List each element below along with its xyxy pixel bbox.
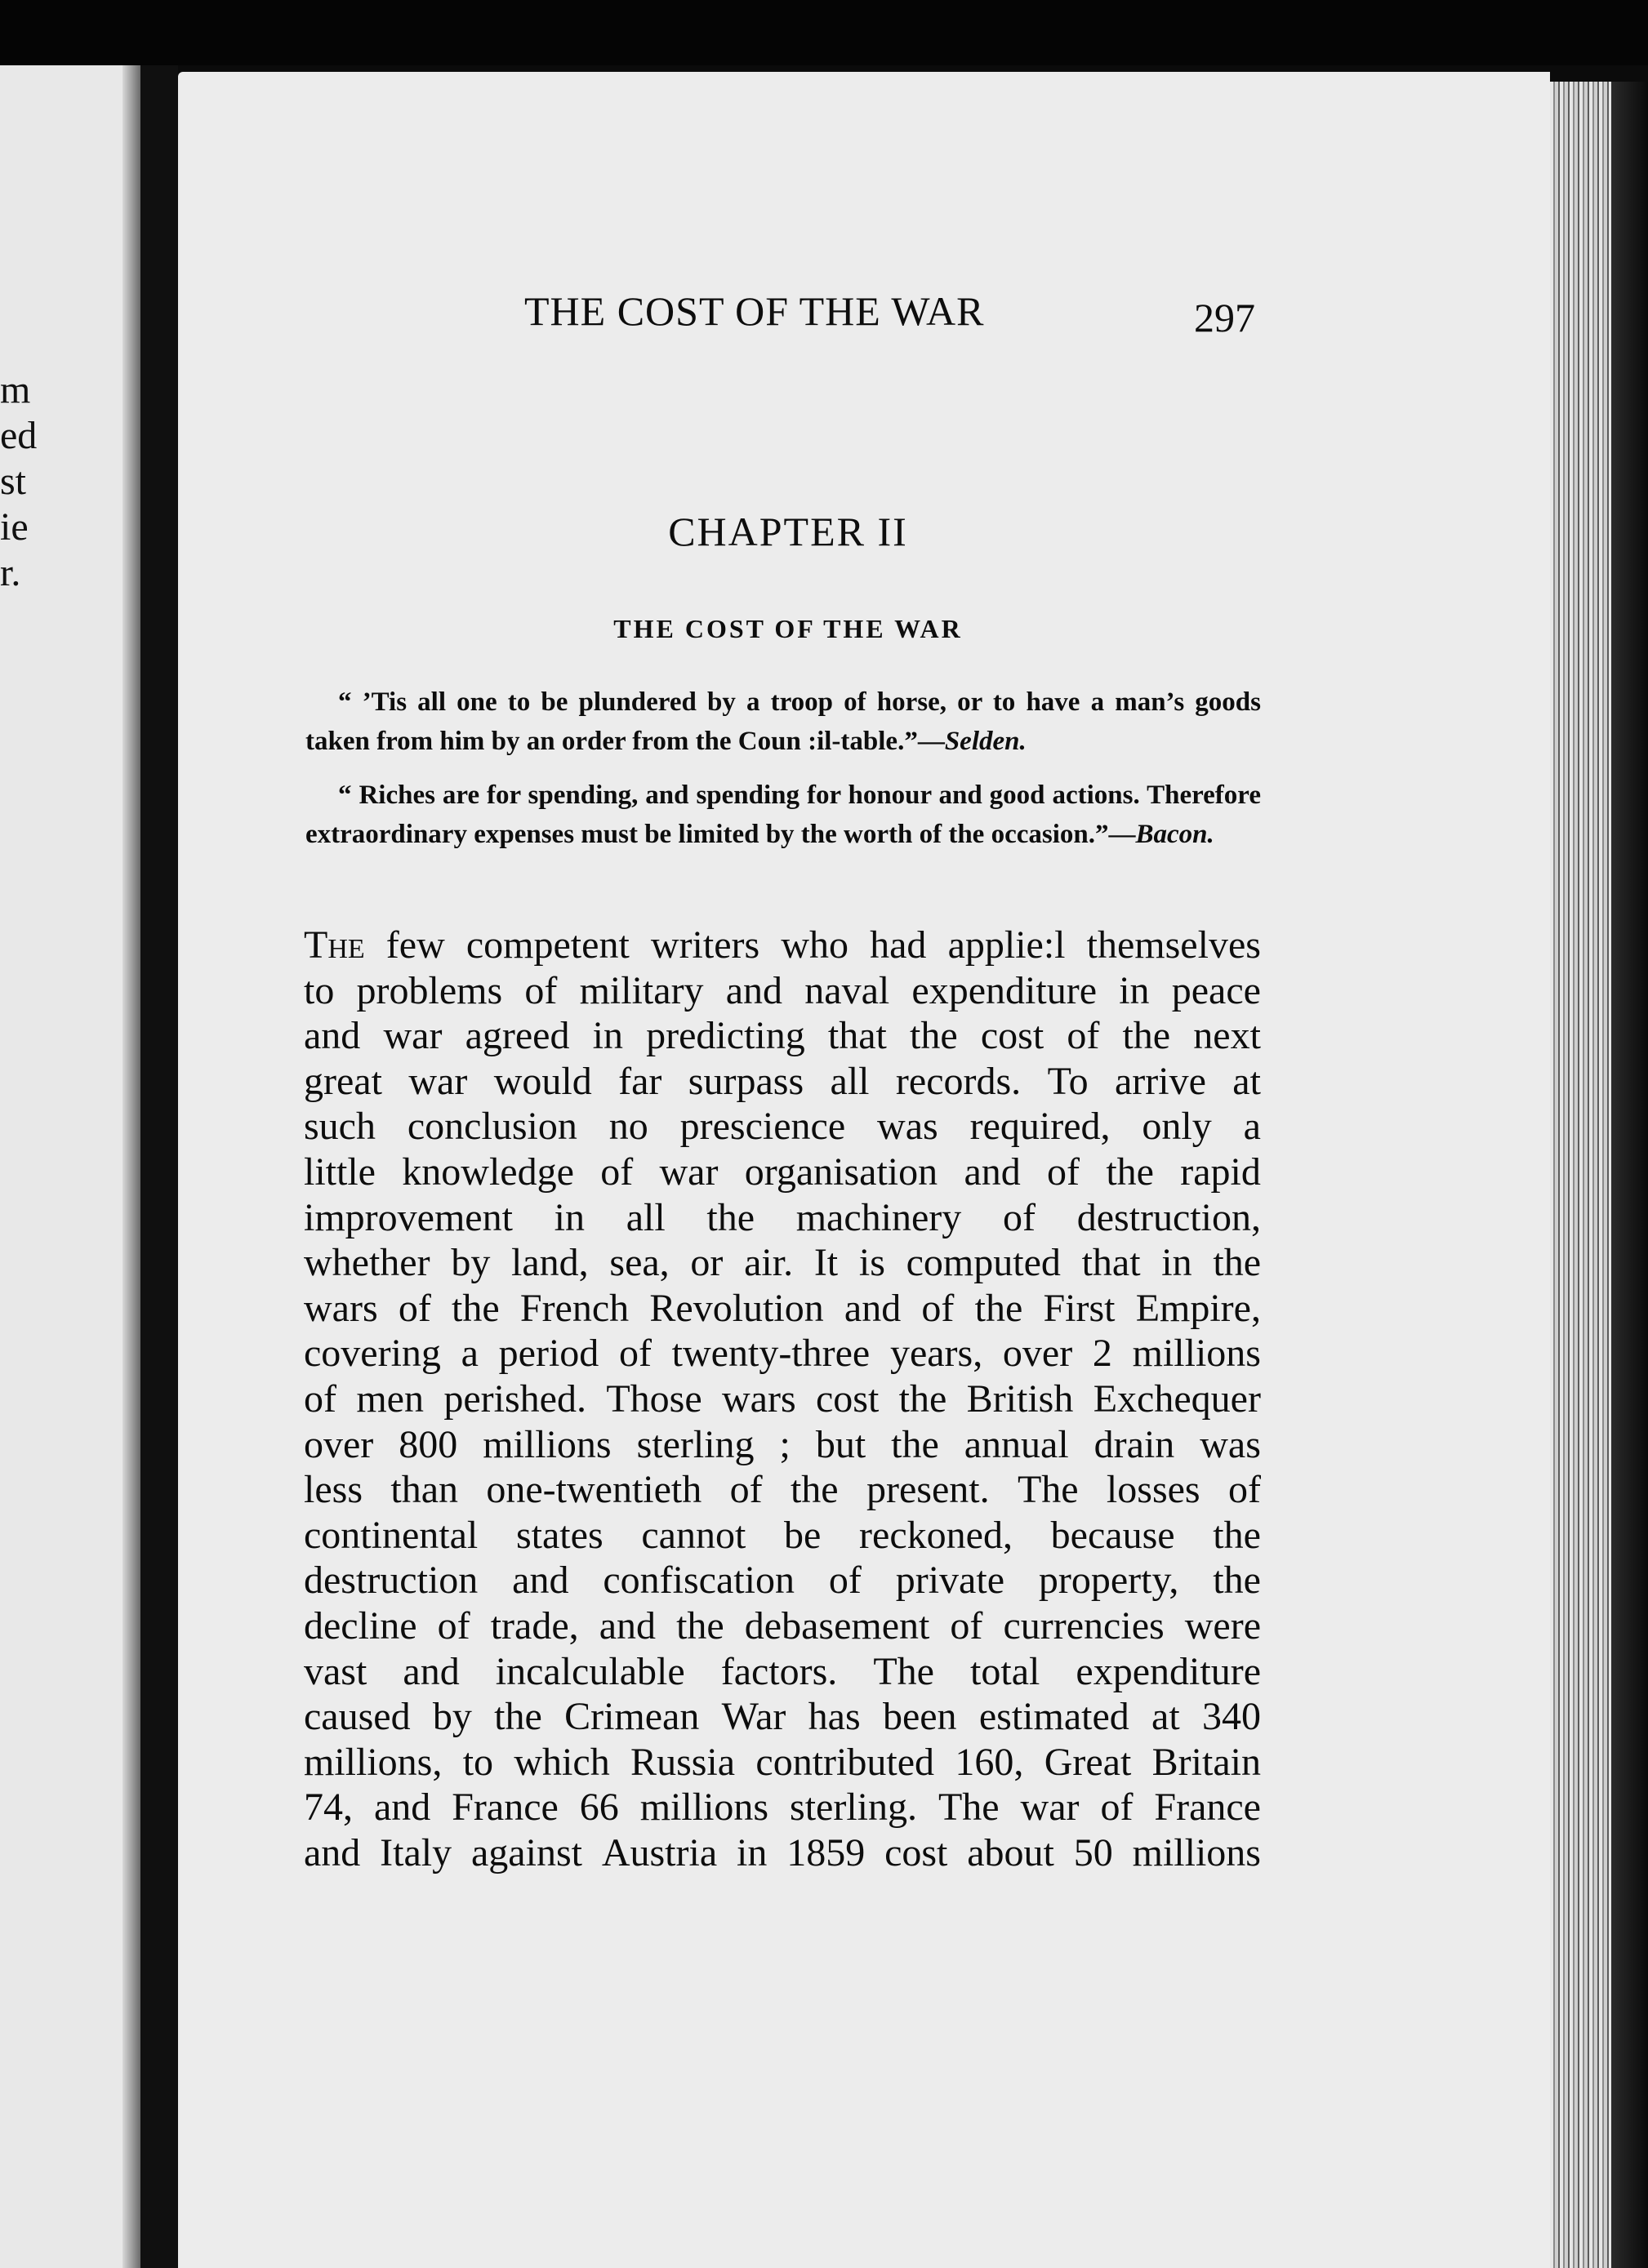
body-word: Great	[1044, 1740, 1132, 1784]
body-word: of	[729, 1468, 763, 1512]
body-word: land,	[511, 1241, 589, 1285]
body-word: war	[659, 1150, 719, 1194]
body-word: 74,	[304, 1785, 353, 1830]
body-word: required,	[969, 1105, 1111, 1149]
body-word: to	[304, 968, 335, 1012]
body-word: twenty-three	[671, 1332, 871, 1376]
body-word: the	[1213, 1513, 1261, 1557]
facing-page-line: m	[0, 368, 31, 411]
body-word: in	[1119, 968, 1150, 1012]
body-word: little	[304, 1150, 376, 1194]
body-word: a	[1243, 1105, 1261, 1149]
body-word: 50	[1073, 1830, 1113, 1874]
body-word: in	[592, 1014, 623, 1058]
body-word: of	[1227, 1468, 1261, 1512]
body-word: the	[1213, 1559, 1261, 1603]
body-word: To	[1047, 1059, 1089, 1103]
body-word: decline	[304, 1603, 417, 1648]
body-word: no	[608, 1105, 648, 1149]
body-word: few	[385, 923, 445, 967]
body-word: improvement	[304, 1195, 513, 1239]
body-word: machinery	[795, 1195, 962, 1239]
body-word: organisation	[744, 1150, 938, 1194]
body-word: rapid	[1180, 1150, 1261, 1194]
epigraph-author: Selden.	[944, 727, 1027, 756]
chapter-heading: CHAPTER II	[668, 509, 908, 554]
body-word: 340	[1201, 1695, 1261, 1739]
body-word: The	[1017, 1468, 1079, 1512]
body-word: cost	[815, 1376, 880, 1421]
body-word: was	[1200, 1422, 1261, 1466]
body-word: sterling.	[790, 1785, 918, 1830]
body-word: by	[451, 1241, 491, 1285]
body-word	[304, 923, 365, 968]
body-word: one-twentieth	[486, 1468, 702, 1512]
body-word: reckoned,	[859, 1513, 1013, 1557]
body-word: prescience	[679, 1105, 846, 1149]
facing-page-line: ed	[0, 414, 38, 457]
body-word: vast	[304, 1649, 367, 1693]
body-word: agreed	[465, 1014, 570, 1058]
body-line	[304, 1422, 1261, 1468]
body-word: the	[1213, 1241, 1261, 1285]
book-cover-edge	[1611, 82, 1648, 2268]
page-gap	[140, 65, 178, 2268]
body-word: Austria	[601, 1830, 718, 1874]
body-word: about	[967, 1830, 1054, 1874]
scan-border-top	[0, 0, 1648, 65]
body-word: expenditure	[911, 968, 1097, 1012]
body-word: France	[1154, 1785, 1261, 1830]
drop-word: The	[304, 923, 365, 967]
body-word: 160,	[955, 1740, 1024, 1784]
body-word: war	[408, 1059, 468, 1103]
body-word: British	[966, 1376, 1074, 1421]
body-word: next	[1193, 1014, 1261, 1058]
body-word: millions,	[304, 1740, 443, 1784]
body-word: sea,	[609, 1241, 670, 1285]
body-word: were	[1184, 1603, 1261, 1648]
facing-page-line: st	[0, 460, 27, 503]
body-word: and	[964, 1150, 1021, 1194]
body-word: been	[882, 1695, 957, 1739]
body-word: was	[877, 1105, 938, 1149]
body-word: against	[471, 1830, 582, 1874]
body-word: computed	[906, 1241, 1061, 1285]
body-word: less	[304, 1468, 363, 1512]
epigraph-quote: “ Riches are for spending, and spending for honour and good actions. Therefore extraordinary expenses must be limited by the worth of the occasion.”—	[305, 780, 1261, 849]
body-word: Those	[606, 1376, 702, 1421]
body-word: war	[383, 1014, 443, 1058]
body-line	[304, 1603, 1261, 1649]
body-word: is	[858, 1241, 885, 1285]
body-word: of	[437, 1603, 470, 1648]
body-word: or	[690, 1241, 724, 1285]
body-word: French	[519, 1286, 630, 1330]
body-word: military	[579, 968, 704, 1012]
body-line	[304, 1467, 1261, 1513]
body-word: in	[1161, 1241, 1192, 1285]
body-word: writers	[650, 923, 760, 967]
body-word: destruction	[304, 1559, 479, 1603]
body-word: ;	[779, 1422, 791, 1466]
body-word: at	[1151, 1695, 1180, 1739]
body-line	[304, 1513, 1261, 1559]
body-word: The	[873, 1649, 934, 1693]
body-word: in	[554, 1195, 585, 1239]
body-line	[304, 1376, 1261, 1422]
body-word: of	[618, 1332, 652, 1376]
body-line	[304, 1013, 1261, 1059]
body-line	[304, 1059, 1261, 1105]
body-word: of	[524, 968, 558, 1012]
body-word: trade,	[490, 1603, 579, 1648]
body-word: cost	[884, 1830, 948, 1874]
body-word: the	[1106, 1150, 1154, 1194]
body-word: problems	[356, 968, 503, 1012]
facing-page-fragment	[0, 65, 140, 2268]
body-line	[304, 1649, 1261, 1695]
body-word: Britain	[1151, 1740, 1261, 1784]
body-word: of	[304, 1376, 336, 1421]
body-word: Exchequer	[1093, 1376, 1261, 1421]
body-word: the	[706, 1195, 755, 1239]
body-word: and	[373, 1785, 431, 1830]
body-word: losses	[1106, 1468, 1200, 1512]
body-word: and	[403, 1649, 460, 1693]
body-word: the	[790, 1468, 839, 1512]
body-word: caused	[304, 1695, 411, 1739]
body-word: far	[618, 1059, 662, 1103]
epigraph-quote: “ ’Tis all one to be plundered by a troop of horse, or to have a man’s goods taken from him by an order from the Coun :il-table.”—	[305, 687, 1261, 756]
page-edges	[1550, 82, 1611, 2268]
body-line	[304, 1286, 1261, 1332]
body-word: expenditure	[1076, 1649, 1261, 1693]
body-word: surpass	[688, 1059, 804, 1103]
body-word: naval	[804, 968, 890, 1012]
body-word: First	[1043, 1286, 1116, 1330]
body-word: had	[870, 923, 927, 967]
body-word: by	[432, 1695, 472, 1739]
body-word: be	[784, 1513, 822, 1557]
facing-page-line: r.	[0, 551, 21, 594]
body-line	[304, 1558, 1261, 1603]
body-line	[304, 1195, 1261, 1241]
body-word: contributed	[755, 1740, 935, 1784]
body-word: millions	[639, 1785, 769, 1830]
epigraph	[305, 683, 1261, 761]
body-word: millions	[1132, 1830, 1261, 1874]
body-line	[304, 1240, 1261, 1286]
body-word: the	[974, 1286, 1023, 1330]
body-word: destruction,	[1076, 1195, 1261, 1239]
body-word: all	[830, 1059, 870, 1103]
body-word: themselves	[1086, 923, 1261, 967]
body-word: that	[827, 1014, 887, 1058]
body-word: property,	[1038, 1559, 1179, 1603]
body-word: of	[1047, 1150, 1080, 1194]
body-line	[304, 1150, 1261, 1195]
body-word: Russia	[630, 1740, 736, 1784]
body-word: millions	[1132, 1332, 1261, 1376]
body-word: the	[891, 1422, 939, 1466]
body-word: The	[938, 1785, 1000, 1830]
body-word: present.	[866, 1468, 990, 1512]
body-word: states	[515, 1513, 604, 1557]
body-word: France	[452, 1785, 559, 1830]
running-title: THE COST OF THE WAR	[524, 288, 985, 334]
body-word: wars	[721, 1376, 796, 1421]
body-word: It	[813, 1241, 839, 1285]
body-word: war	[1020, 1785, 1080, 1830]
body-word: of	[1067, 1014, 1100, 1058]
body-word: and	[304, 1830, 361, 1874]
body-word: in	[737, 1830, 768, 1874]
body-line	[304, 1740, 1261, 1785]
body-word: and	[304, 1014, 361, 1058]
page-number: 297	[1194, 295, 1255, 340]
body-word: the	[452, 1286, 500, 1330]
body-word: because	[1050, 1513, 1175, 1557]
body-word: the	[910, 1014, 958, 1058]
body-line	[304, 1785, 1261, 1830]
body-word: of	[921, 1286, 955, 1330]
body-word: confiscation	[603, 1559, 795, 1603]
body-word: War	[721, 1695, 786, 1739]
body-word: the	[1122, 1014, 1171, 1058]
body-word: Crimean	[564, 1695, 700, 1739]
body-word: peace	[1171, 968, 1261, 1012]
body-word: over	[1002, 1332, 1073, 1376]
chapter-title: THE COST OF THE WAR	[613, 614, 963, 643]
body-word: incalculable	[495, 1649, 685, 1693]
body-word: of	[1003, 1195, 1036, 1239]
body-word: of	[398, 1286, 431, 1330]
body-word: a	[461, 1332, 479, 1376]
body-word: whether	[304, 1241, 430, 1285]
body-word: only	[1142, 1105, 1212, 1149]
body-word: and	[512, 1559, 569, 1603]
body-word: the	[898, 1376, 947, 1421]
body-word: of	[828, 1559, 862, 1603]
body-word: knowledge	[402, 1150, 574, 1194]
body-word: Revolution	[649, 1286, 824, 1330]
body-word: all	[626, 1195, 666, 1239]
body-word: covering	[304, 1332, 441, 1376]
body-text	[304, 923, 1261, 1875]
body-word: private	[895, 1559, 1004, 1603]
body-word: such	[304, 1105, 376, 1149]
body-line	[304, 1104, 1261, 1150]
body-word: of	[950, 1603, 983, 1648]
body-word: which	[514, 1740, 610, 1784]
body-word: to	[462, 1740, 494, 1784]
body-word: perished.	[443, 1376, 586, 1421]
body-word: millions	[483, 1422, 612, 1466]
body-word: currencies	[1003, 1603, 1165, 1648]
body-word: the	[494, 1695, 542, 1739]
body-word: 2	[1092, 1332, 1112, 1376]
body-word: and	[844, 1286, 902, 1330]
body-word: that	[1081, 1241, 1141, 1285]
body-line	[304, 1694, 1261, 1740]
body-word: and	[725, 968, 783, 1012]
body-word: drain	[1093, 1422, 1175, 1466]
body-word: Italy	[380, 1830, 452, 1874]
body-word: debasement	[744, 1603, 930, 1648]
body-word: who	[781, 923, 848, 967]
body-word: sterling	[636, 1422, 755, 1466]
body-word: arrive	[1114, 1059, 1206, 1103]
body-word: predicting	[646, 1014, 805, 1058]
epigraph-author: Bacon.	[1135, 820, 1214, 849]
body-word: annual	[964, 1422, 1069, 1466]
body-word: the	[676, 1603, 724, 1648]
body-line	[304, 968, 1261, 1014]
body-word: 66	[579, 1785, 619, 1830]
body-word: estimated	[978, 1695, 1129, 1739]
body-word: air.	[744, 1241, 794, 1285]
body-word: Empire,	[1135, 1286, 1261, 1330]
body-line	[304, 1830, 1261, 1876]
body-word: period	[498, 1332, 599, 1376]
body-word: 1859	[786, 1830, 866, 1874]
body-word: of	[600, 1150, 634, 1194]
body-word: factors.	[720, 1649, 838, 1693]
body-word: years,	[889, 1332, 983, 1376]
body-word: conclusion	[407, 1105, 577, 1149]
body-word: cannot	[641, 1513, 746, 1557]
body-word: continental	[304, 1513, 479, 1557]
body-word: cost	[980, 1014, 1044, 1058]
facing-page-text	[0, 367, 37, 596]
body-word: of	[1100, 1785, 1134, 1830]
body-word: 800	[399, 1422, 458, 1466]
body-word: but	[815, 1422, 866, 1466]
body-word: has	[808, 1695, 861, 1739]
gutter-shadow	[122, 65, 140, 2268]
body-word: records.	[895, 1059, 1022, 1103]
body-word: wars	[304, 1286, 378, 1330]
body-word: would	[493, 1059, 592, 1103]
body-word: at	[1232, 1059, 1261, 1103]
body-word: applie:l	[947, 923, 1066, 967]
body-word: men	[356, 1376, 424, 1421]
body-line	[304, 923, 1261, 968]
body-word: than	[390, 1468, 458, 1512]
body-word: total	[970, 1649, 1040, 1693]
epigraph	[305, 776, 1261, 854]
body-word: competent	[465, 923, 630, 967]
body-word: great	[304, 1059, 382, 1103]
body-word: over	[304, 1422, 374, 1466]
body-word: and	[599, 1603, 657, 1648]
body-line	[304, 1331, 1261, 1376]
facing-page-line: ie	[0, 505, 29, 549]
